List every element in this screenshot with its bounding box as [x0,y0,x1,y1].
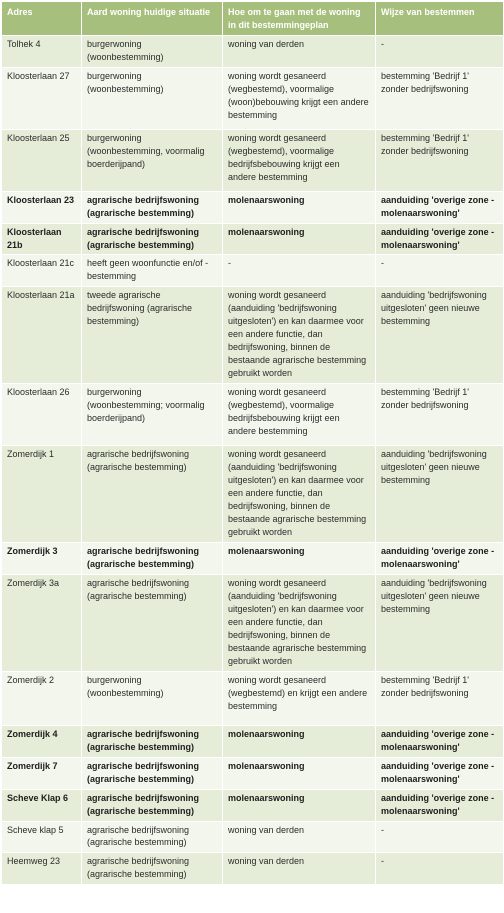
cell-wijze: aanduiding 'overige zone - molenaarswoning' [376,191,504,223]
cell-hoe: - [223,255,376,287]
cell-wijze: aanduiding 'overige zone - molenaarswoning' [376,726,504,758]
cell-aard: agrarische bedrijfswoning (agrarische bestemming) [82,543,223,575]
table-row [2,255,504,287]
cell-wijze: - [376,255,504,287]
header-row [2,2,504,36]
cell-hoe: woning wordt gesaneerd (aanduiding 'bedrijfswoning uitgesloten') en kan daarmee voor een andere functie, dan bedrijfswoning, binnen de bestaande agrarische bestemming gebruikt worden [223,446,376,543]
cell-hoe: molenaarswoning [223,789,376,821]
cell-adres: Zomerdijk 3 [2,543,82,575]
cell-hoe: woning wordt gesaneerd (wegbestemd), voormalige bedrijfsbebouwing krijgt een andere bestemming [223,384,376,446]
cell-hoe: molenaarswoning [223,223,376,255]
cell-aard: agrarische bedrijfswoning (agrarische bestemming) [82,446,223,543]
cell-aard: agrarische bedrijfswoning (agrarische bestemming) [82,191,223,223]
cell-wijze: bestemming 'Bedrijf 1' zonder bedrijfswoning [376,672,504,726]
cell-aard: agrarische bedrijfswoning (agrarische bestemming) [82,575,223,672]
cell-adres: Zomerdijk 7 [2,757,82,789]
cell-aard: burgerwoning (woonbestemming) [82,67,223,129]
header-hoe: Hoe om te gaan met de woning in dit bestemmingeplan [223,2,376,36]
cell-aard: agrarische bedrijfswoning (agrarische bestemming) [82,726,223,758]
cell-hoe: woning wordt gesaneerd (wegbestemd), voormalige bedrijfsbebouwing krijgt een andere bestemming [223,129,376,191]
table-row [2,446,504,543]
table-row [2,853,504,885]
cell-adres: Kloosterlaan 25 [2,129,82,191]
table-row [2,789,504,821]
cell-wijze: aanduiding 'bedrijfswoning uitgesloten' geen nieuwe bestemming [376,575,504,672]
cell-adres: Scheve klap 5 [2,821,82,853]
table-row [2,67,504,129]
cell-adres: Zomerdijk 4 [2,726,82,758]
cell-wijze: aanduiding 'overige zone - molenaarswoning' [376,757,504,789]
cell-aard: burgerwoning (woonbestemming; voormalig boerderijpand) [82,384,223,446]
cell-adres: Kloosterlaan 26 [2,384,82,446]
cell-aard: agrarische bedrijfswoning (agrarische bestemming) [82,853,223,885]
table-row [2,287,504,384]
cell-adres: Zomerdijk 2 [2,672,82,726]
cell-wijze: bestemming 'Bedrijf 1' zonder bedrijfswoning [376,67,504,129]
cell-adres: Kloosterlaan 23 [2,191,82,223]
cell-aard: agrarische bedrijfswoning (agrarische bestemming) [82,223,223,255]
cell-wijze: - [376,853,504,885]
cell-adres: Kloosterlaan 21a [2,287,82,384]
cell-adres: Tolhek 4 [2,36,82,68]
table-row [2,384,504,446]
cell-hoe: molenaarswoning [223,726,376,758]
cell-hoe: molenaarswoning [223,543,376,575]
cell-hoe: woning wordt gesaneerd (wegbestemd) en krijgt een andere bestemming [223,672,376,726]
header-aard: Aard woning huidige situatie [82,2,223,36]
cell-wijze: bestemming 'Bedrijf 1' zonder bedrijfswoning [376,384,504,446]
cell-adres: Kloosterlaan 21c [2,255,82,287]
cell-hoe: woning van derden [223,853,376,885]
cell-aard: heeft geen woonfunctie en/of - bestemming [82,255,223,287]
table-row [2,129,504,191]
cell-adres: Heemweg 23 [2,853,82,885]
cell-aard: burgerwoning (woonbestemming) [82,36,223,68]
cell-aard: agrarische bedrijfswoning (agrarische bestemming) [82,821,223,853]
cell-wijze: - [376,821,504,853]
table-row [2,543,504,575]
cell-wijze: aanduiding 'overige zone - molenaarswoning' [376,223,504,255]
cell-hoe: molenaarswoning [223,191,376,223]
cell-wijze: aanduiding 'overige zone - molenaarswoning' [376,543,504,575]
cell-adres: Kloosterlaan 21b [2,223,82,255]
table-row [2,672,504,726]
table-row [2,757,504,789]
cell-wijze: aanduiding 'bedrijfswoning uitgesloten' geen nieuwe bestemming [376,287,504,384]
table-row [2,191,504,223]
cell-aard: agrarische bedrijfswoning (agrarische bestemming) [82,757,223,789]
cell-adres: Kloosterlaan 27 [2,67,82,129]
cell-hoe: woning wordt gesaneerd (wegbestemd), voormalige (woon)bebouwing krijgt een andere bestemming [223,67,376,129]
cell-wijze: bestemming 'Bedrijf 1' zonder bedrijfswoning [376,129,504,191]
cell-hoe: woning van derden [223,821,376,853]
cell-hoe: woning wordt gesaneerd (aanduiding 'bedrijfswoning uitgesloten') en kan daarmee voor een andere functie, dan bedrijfswoning, binnen de bestaande agrarische bestemming gebruikt worden [223,287,376,384]
header-adres: Adres [2,2,82,36]
cell-hoe: woning wordt gesaneerd (aanduiding 'bedrijfswoning uitgesloten') en kan daarmee voor een andere functie, dan bedrijfswoning, binnen de bestaande agrarische bestemming gebruikt worden [223,575,376,672]
cell-wijze: aanduiding 'overige zone - molenaarswoning' [376,789,504,821]
cell-aard: agrarische bedrijfswoning (agrarische bestemming) [82,789,223,821]
table-row [2,575,504,672]
table-row [2,36,504,68]
table-row [2,223,504,255]
table-row [2,821,504,853]
cell-adres: Zomerdijk 1 [2,446,82,543]
cell-wijze: aanduiding 'bedrijfswoning uitgesloten' geen nieuwe bestemming [376,446,504,543]
table-row [2,726,504,758]
cell-aard: burgerwoning (woonbestemming) [82,672,223,726]
cell-adres: Scheve Klap 6 [2,789,82,821]
cell-adres: Zomerdijk 3a [2,575,82,672]
cell-hoe: woning van derden [223,36,376,68]
cell-wijze: - [376,36,504,68]
cell-hoe: molenaarswoning [223,757,376,789]
header-wijze: Wijze van bestemmen [376,2,504,36]
woningen-table [1,1,504,885]
cell-aard: tweede agrarische bedrijfswoning (agrarische bestemming) [82,287,223,384]
cell-aard: burgerwoning (woonbestemming, voormalig boerderijpand) [82,129,223,191]
